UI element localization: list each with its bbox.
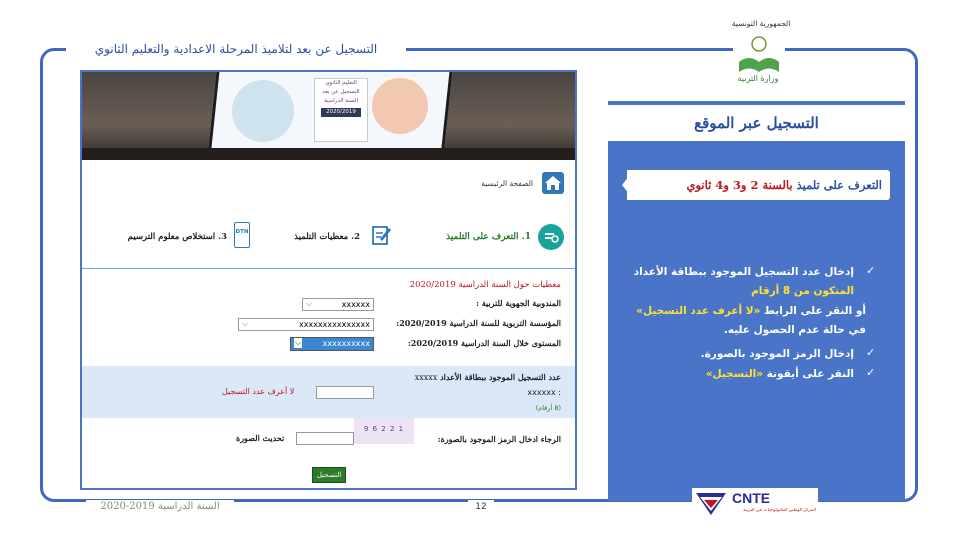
reg-number-hint: (8 أرقام): [535, 404, 561, 412]
banner-sign-year: 2020/2019: [321, 108, 361, 117]
home-link[interactable]: الصفحة الرئيسية: [481, 179, 533, 188]
institution-select[interactable]: xxxxxxxxxxxxxxx: [238, 318, 374, 331]
step2-label: 2. معطيات التلميذ: [294, 232, 360, 242]
step3-label: 3. استخلاص معلوم الترسيم: [127, 232, 227, 242]
identify-prefix: التعرف على تلميذ: [792, 178, 882, 192]
bullet-3-highlight: «التسجيل»: [705, 368, 764, 380]
bullet-3: [706, 368, 854, 380]
check-1: ✓: [866, 264, 876, 277]
home-icon[interactable]: [542, 172, 564, 194]
page-number: 12: [468, 500, 494, 514]
republic-label: الجمهورية التونسية: [716, 19, 806, 28]
illustration-family-1: [232, 80, 294, 142]
cnte-emblem-icon: [694, 489, 728, 517]
website-banner-photo: [82, 72, 575, 160]
step2-icon: [372, 224, 392, 246]
bullet-1-line2: المتكون من 8 أرقام: [751, 285, 854, 297]
bullet-1-line4: في حالة عدم الحصول عليه.: [723, 324, 866, 336]
bullet-3-prefix: النقر على أيقونة: [763, 368, 854, 380]
institution-label: المؤسسة التربوية للسنة الدراسية 2020/2019:: [396, 318, 561, 328]
check-2: ✓: [866, 346, 876, 359]
keyboard-area: [82, 148, 575, 160]
cnte-logo-subtitle: المركز الوطني للتكنولوجيات في التربية: [743, 508, 816, 513]
identify-highlight: بالسنة 2 و3 و4 ثانوي: [686, 178, 793, 192]
check-3: ✓: [866, 366, 876, 379]
level-select[interactable]: xxxxxxxxxx: [290, 337, 374, 351]
banner-sign-line2: التسجيل عن بعد: [322, 89, 360, 95]
captcha-label: الرجاء ادخال الرمز الموجود بالصورة:: [437, 434, 561, 444]
bullet-1-line3: [636, 305, 866, 317]
submit-button[interactable]: التسجيل: [312, 467, 346, 483]
level-chevron-icon: ⌵: [295, 338, 302, 347]
right-info-panel: [608, 101, 905, 501]
captcha-input[interactable]: [296, 432, 354, 445]
bullet-2: إدخال الرمز الموجود بالصورة.: [700, 348, 854, 360]
banner-title: التسجيل عن بعد لتلاميذ المرحلة الاعدادية والتعليم الثانوي: [66, 41, 406, 57]
year-section-title: معطيات حول السنة الدراسية 2020/2019: [409, 280, 561, 290]
banner-sign: [314, 78, 368, 142]
cnte-logo: [692, 488, 818, 518]
step1-label[interactable]: 1. التعرف على التلميذ: [446, 232, 531, 242]
footer-school-year: السنة الدراسية 2019-2020: [86, 500, 234, 514]
level-label: المستوى خلال السنة الدراسية 2020/2019:: [407, 338, 561, 348]
step3-icon: DTN: [234, 222, 250, 248]
bullet-1-line1: إدخال عدد التسجيل الموجود ببطاقة الأعداد: [633, 266, 854, 278]
reg-number-label-2: : xxxxxx: [527, 388, 561, 397]
bullet-1-prefix: أو النقر على الرابط: [760, 305, 866, 317]
cnte-logo-text: CNTE: [732, 490, 771, 506]
banner-sign-line1: التعليم الثانوي: [325, 80, 357, 86]
captcha-image: 9 6 2 2 1: [354, 418, 414, 444]
reg-number-label-text: عدد التسجيل الموجود ببطاقة الأعداد: [437, 372, 561, 382]
website-screenshot: [80, 70, 577, 490]
dont-know-reg-link[interactable]: لا أعرف عدد التسجيل: [222, 387, 295, 396]
reg-number-label-x: xxxxx: [414, 373, 438, 382]
regional-select[interactable]: xxxxxx: [302, 298, 374, 311]
regional-chevron-icon: ⌵: [306, 299, 313, 308]
bullet-1-link: «لا أعرف عدد التسجيل»: [636, 305, 761, 317]
regional-label: المندوبية الجهوية للتربية :: [475, 298, 561, 308]
reg-number-label: [415, 372, 561, 382]
steps-divider: [82, 268, 575, 269]
refresh-captcha-link[interactable]: تحديث الصورة: [236, 433, 285, 443]
identify-student-banner: [627, 170, 890, 200]
ministry-label: وزارة التربية: [737, 74, 779, 83]
step1-icon: [538, 224, 564, 250]
institution-chevron-icon: ⌵: [242, 319, 249, 328]
illustration-family-2: [372, 78, 428, 134]
reg-number-input[interactable]: [316, 386, 374, 399]
site-title: التسجيل عبر الموقع: [608, 105, 905, 141]
banner-sign-line3: السنة الدراسية: [324, 98, 358, 104]
